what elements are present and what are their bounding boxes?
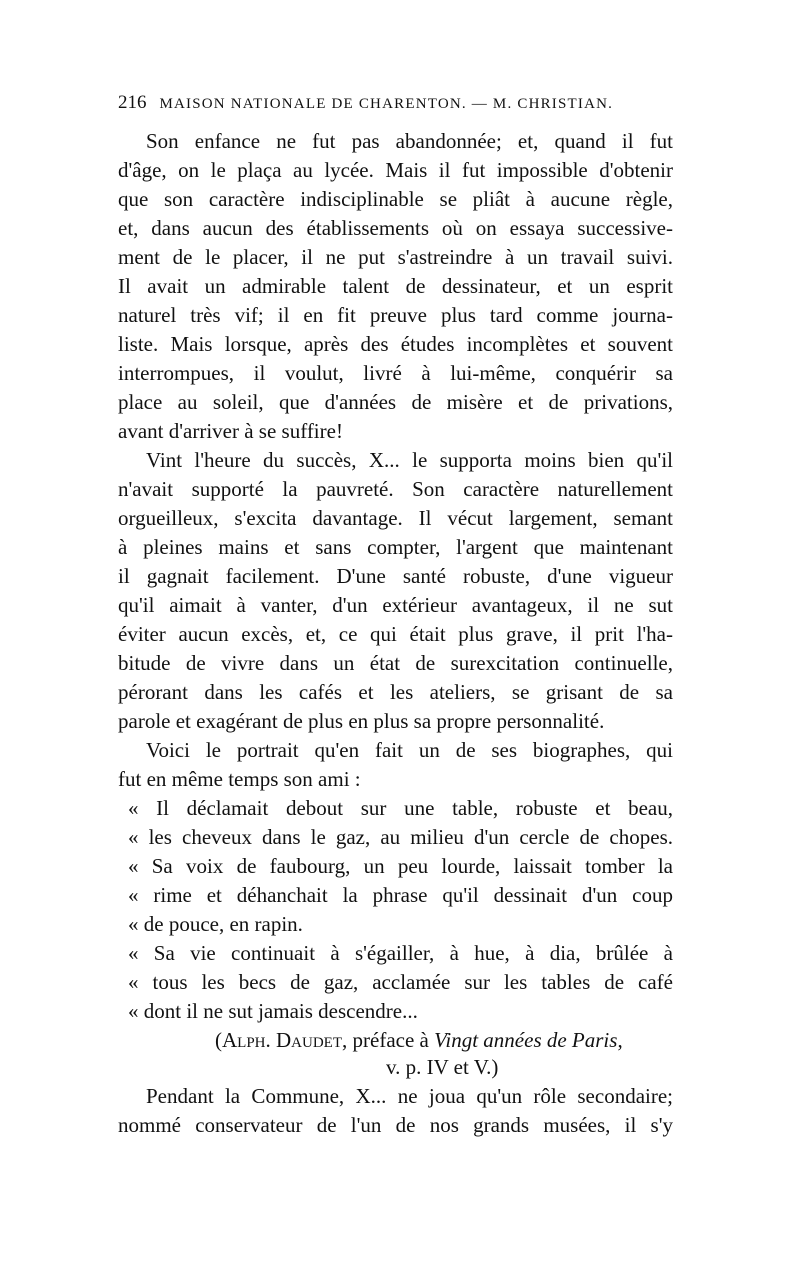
citation-end: , bbox=[617, 1028, 623, 1052]
running-title: MAISON NATIONALE DE CHARENTON. — M. CHRISTIAN. bbox=[159, 96, 614, 112]
text-line: Voici le portrait qu'en fait un de ses biographes, qui bbox=[146, 738, 673, 762]
text-line: bitude de vivre dans un état de surexcitation continuelle, bbox=[118, 651, 673, 675]
text-line: avant d'arriver à se suffire! bbox=[118, 419, 343, 443]
text-line: et, dans aucun des établissements où on essaya successive- bbox=[118, 216, 673, 240]
quote-line: « Il déclamait debout sur une table, robuste et beau, bbox=[128, 796, 673, 820]
citation-work: Vingt années de Paris bbox=[434, 1028, 618, 1052]
text-line: interrompues, il voulut, livré à lui-même, conquérir sa bbox=[118, 361, 673, 385]
citation-author-first: Alph. bbox=[222, 1028, 271, 1052]
citation-line2: v. p. IV et V.) bbox=[386, 1055, 499, 1079]
quote-line: « de pouce, en rapin. bbox=[128, 912, 303, 936]
text-line: Pendant la Commune, X... ne joua qu'un rôle secondaire; bbox=[146, 1084, 673, 1108]
text-line: qu'il aimait à vanter, d'un extérieur avantageux, il ne sut bbox=[118, 593, 673, 617]
quote-line: « les cheveux dans le gaz, au milieu d'un cercle de chopes. bbox=[128, 825, 673, 849]
text-line: que son caractère indisciplinable se pliât à aucune règle, bbox=[118, 187, 673, 211]
text-line: place au soleil, que d'années de misère et de privations, bbox=[118, 390, 673, 414]
citation-mid: , préface à bbox=[342, 1028, 435, 1052]
text-line: nommé conservateur de l'un de nos grands musées, il s'y bbox=[118, 1113, 673, 1137]
text-line: n'avait supporté la pauvreté. Son caractère naturellement bbox=[118, 477, 673, 501]
text-line: orgueilleux, s'excita davantage. Il vécut largement, semant bbox=[118, 506, 673, 530]
text-line: Il avait un admirable talent de dessinateur, et un esprit bbox=[118, 274, 673, 298]
citation-author-last: Daudet bbox=[276, 1028, 343, 1052]
running-header bbox=[118, 92, 678, 114]
page-number: 216 bbox=[118, 92, 147, 113]
text-line: d'âge, on le plaça au lycée. Mais il fut impossible d'obtenir bbox=[118, 158, 673, 182]
text-line: parole et exagérant de plus en plus sa propre personnalité. bbox=[118, 709, 605, 733]
text-line: Son enfance ne fut pas abandonnée; et, quand il fut bbox=[146, 129, 673, 153]
text-line: à pleines mains et sans compter, l'argent que maintenant bbox=[118, 535, 673, 559]
citation-open: ( bbox=[215, 1028, 222, 1052]
quote-line: « Sa vie continuait à s'égailler, à hue, à dia, brûlée à bbox=[128, 941, 673, 965]
citation bbox=[215, 1027, 623, 1054]
quote-line: « tous les becs de gaz, acclamée sur les tables de café bbox=[128, 970, 673, 994]
text-line: liste. Mais lorsque, après des études incomplètes et souvent bbox=[118, 332, 673, 356]
text-line: naturel très vif; il en fit preuve plus tard comme journa- bbox=[118, 303, 673, 327]
text-line: fut en même temps son ami : bbox=[118, 767, 361, 791]
text-line: ment de le placer, il ne put s'astreindre à un travail suivi. bbox=[118, 245, 673, 269]
quote-line: « rime et déhanchait la phrase qu'il dessinait d'un coup bbox=[128, 883, 673, 907]
quote-line: « Sa voix de faubourg, un peu lourde, laissait tomber la bbox=[128, 854, 673, 878]
text-line: Vint l'heure du succès, X... le supporta moins bien qu'il bbox=[146, 448, 673, 472]
text-line: pérorant dans les cafés et les ateliers, se grisant de sa bbox=[118, 680, 673, 704]
text-line: il gagnait facilement. D'une santé robuste, d'une vigueur bbox=[118, 564, 673, 588]
text-line: éviter aucun excès, et, ce qui était plus grave, il prit l'ha- bbox=[118, 622, 673, 646]
quote-line: « dont il ne sut jamais descendre... bbox=[128, 999, 418, 1023]
